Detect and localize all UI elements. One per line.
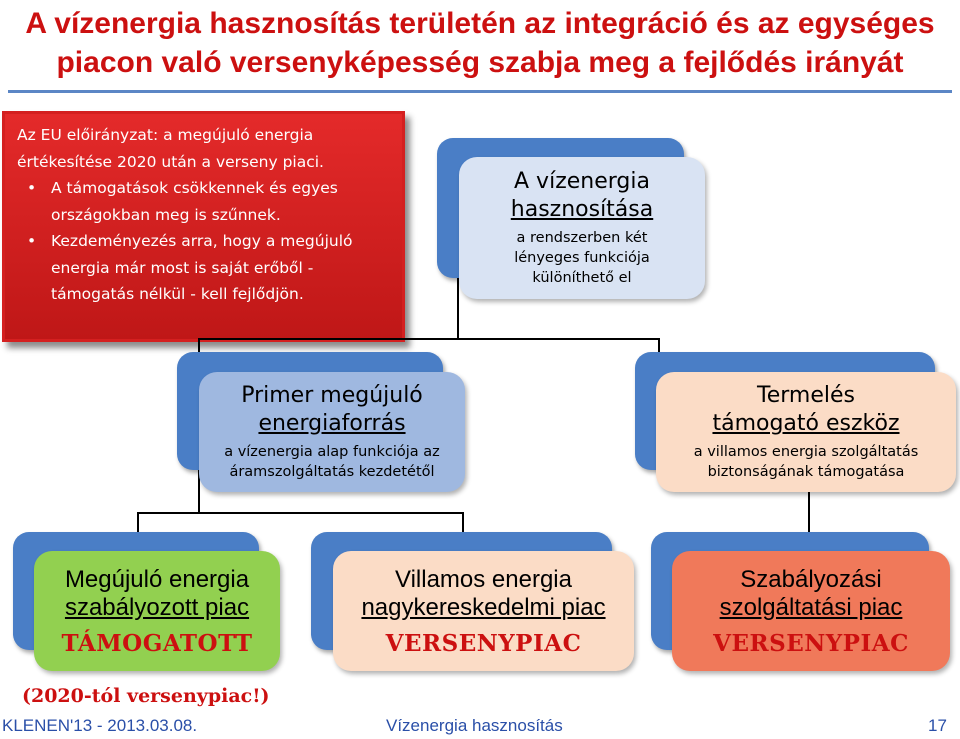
right-node-title-underlined: támogató eszköz	[712, 411, 900, 436]
bottom-right-node-title: Szabályozási	[740, 565, 882, 593]
right-node-card	[656, 372, 956, 492]
bottom-left-node-subtitle: szabályozott piac	[64, 593, 250, 621]
bottom-middle-node-status: VERSENYPIAC	[385, 629, 582, 657]
top-node-desc-line-3: különíthető el	[532, 270, 632, 286]
info-box-intro: Az EU előirányzat: a megújuló energia értékesítése 2020 után a verseny piaci.	[17, 126, 324, 171]
bottom-right-node-subtitle: szolgáltatási piac	[719, 593, 903, 621]
left-node-card	[199, 372, 465, 492]
eu-info-box	[2, 111, 405, 342]
top-node-card	[459, 157, 705, 299]
info-box-bullet: • Kezdeményezés arra, hogy a megújuló energia már most is saját erőből - támogatás nélkül - kell fejlődjön.	[51, 228, 392, 308]
connector-top-horizontal	[198, 338, 660, 340]
left-node-title: Primer megújuló	[241, 383, 423, 408]
connector-bottom-horizontal	[137, 512, 464, 514]
title-divider	[8, 90, 952, 93]
bottom-left-node-card	[34, 551, 280, 671]
footer-topic: Vízenergia hasznosítás	[386, 716, 563, 735]
footer-page-number: 17	[928, 716, 947, 735]
left-node-title-underlined: energiaforrás	[258, 411, 406, 436]
left-node-desc-line-1: a vízenergia alap funkciója az	[224, 444, 440, 460]
slide-title-line-1: A vízenergia hasznosítás területén az integráció és az egységes	[25, 7, 935, 40]
info-box-bullet: • A támogatások csökkennek és egyes országokban meg is szűnnek.	[51, 175, 392, 228]
left-node-desc-line-2: áramszolgáltatás kezdetétől	[229, 464, 435, 480]
connector-bottom-left-drop	[137, 512, 139, 534]
bottom-middle-node-subtitle: nagykereskedelmi piac	[361, 593, 606, 621]
bottom-left-node-title: Megújuló energia	[64, 565, 250, 593]
bottom-middle-node-card	[333, 551, 634, 671]
bottom-right-node-status: VERSENYPIAC	[713, 629, 909, 657]
slide-title	[0, 4, 960, 82]
top-node-desc-line-2: lényeges funkciója	[514, 250, 650, 266]
footer-event: KLENEN'13 - 2013.03.08.	[2, 716, 198, 735]
connector-top-vertical	[457, 278, 459, 339]
right-node-title: Termelés	[757, 383, 855, 408]
bottom-right-node-card	[672, 551, 950, 671]
top-node-title-underlined: hasznosítása	[510, 197, 654, 222]
bottom-middle-node-title: Villamos energia	[395, 565, 572, 593]
top-node-title: A vízenergia	[514, 169, 650, 194]
right-node-desc-line-1: a villamos energia szolgáltatás	[693, 444, 919, 460]
slide-title-line-2: piacon való versenyképesség szabja meg a fejlődés irányát	[56, 46, 904, 79]
bottom-left-node-status: TÁMOGATOTT	[61, 629, 253, 657]
connector-bottom-middle-drop	[462, 512, 464, 534]
top-node-desc-line-1: a rendszerben két	[516, 230, 648, 246]
market-note: (2020-tól versenypiac!)	[22, 685, 270, 707]
right-node-desc-line-2: biztonságának támogatása	[707, 464, 905, 480]
info-box-bullets	[17, 175, 392, 308]
